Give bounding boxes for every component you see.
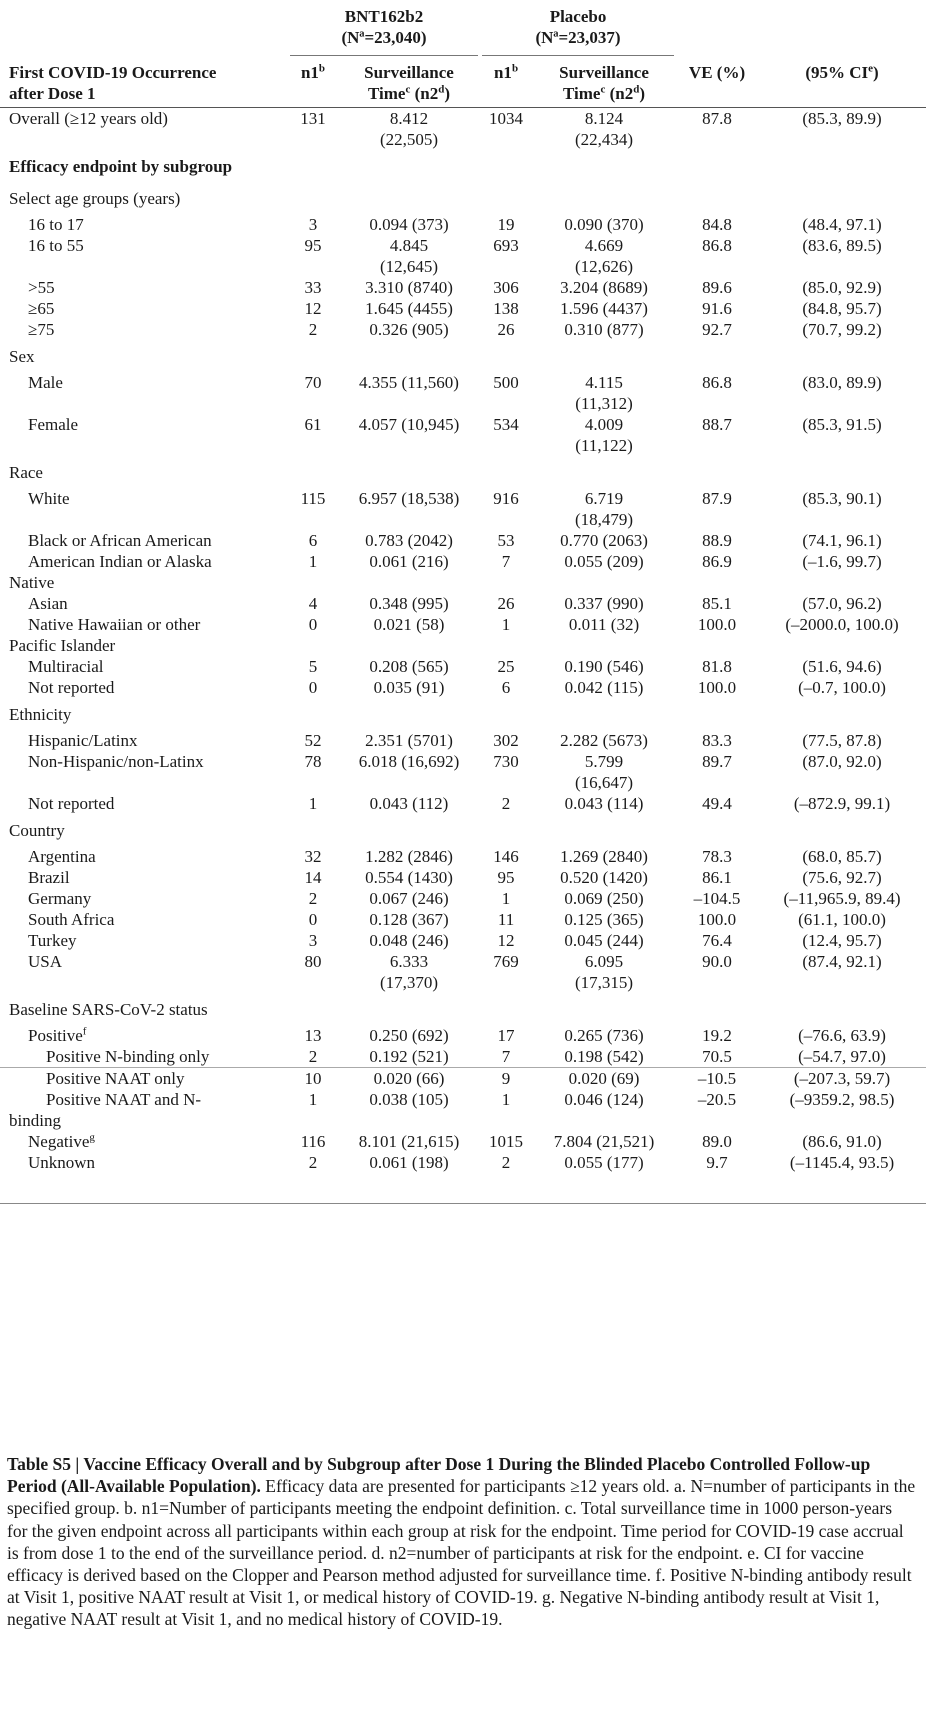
row-label: Argentina — [28, 847, 96, 866]
cell-ci: (57.0, 96.2) — [802, 594, 882, 613]
cell-surveillance-bnt: 0.094 (373) — [369, 215, 449, 234]
cell-ci: (–9359.2, 98.5) — [789, 1090, 895, 1109]
cell-n1-placebo: 95 — [497, 868, 515, 887]
cell-surveillance-placebo: 0.520 (1420) — [560, 868, 648, 887]
row-label: USA — [28, 952, 63, 971]
cell-ci: (77.5, 87.8) — [802, 731, 882, 750]
caption-body: Efficacy data are presented for participants ≥12 years old. a. N=number of participants in the specified group. b. n1=Number of participants meeting the endpoint definition. c. Total surveillance time in 1000 person-years for the given endpoint across all participants within each group at risk for the endpoint. Time period for COVID-19 case accrual is from dose 1 to the end of the surveillance period. d. n2=number of participants at risk for the endpoint. e. CI for vaccine efficacy is derived based on the Clopper and Pearson method adjusted for surveillance time. f. Positive N-binding antibody result at Visit 1, positive NAAT result at Visit 1, or medical history of COVID-19. g. Negative N-binding antibody result at Visit 1, negative NAAT result at Visit 1, and no medical history of COVID-19. — [7, 1476, 916, 1630]
row-label: Non-Hispanic/non-Latinx — [28, 752, 204, 771]
cell-surveillance-bnt: 0.783 (2042) — [365, 531, 453, 550]
cell-surveillance-placebo: 0.055 (177) — [564, 1153, 644, 1172]
cell-ve: 90.0 — [702, 952, 732, 971]
cell-surveillance-placebo: 0.090 (370) — [564, 215, 644, 234]
row-label: White — [28, 489, 70, 508]
cell-n1-placebo: 1 — [501, 889, 511, 908]
section-heading — [0, 340, 926, 372]
cell-surveillance-placebo: 7.804 (21,521) — [553, 1132, 655, 1151]
section-label: Country — [9, 821, 65, 840]
cell-ve: 87.8 — [702, 109, 732, 128]
row-label: Native Hawaiian or other Pacific Islander — [9, 615, 201, 655]
table-row — [0, 551, 926, 593]
cell-n1-bnt: 70 — [304, 373, 322, 392]
row-label: Turkey — [28, 931, 77, 950]
section-label: Ethnicity — [9, 705, 72, 724]
group-bnt162b2-header: BNT162b2 (Nª=23,040) — [288, 6, 480, 56]
table-row — [0, 530, 926, 551]
row-label: Positive NAAT only — [0, 1068, 288, 1090]
table-row — [0, 730, 926, 751]
cell-surveillance-placebo: 4.009 (11,122) — [575, 415, 633, 455]
cell-n1-placebo: 769 — [493, 952, 519, 971]
efficacy-table — [0, 6, 926, 1204]
table-row — [0, 1068, 926, 1090]
row-label: Unknown — [28, 1153, 96, 1172]
cell-surveillance-placebo: 0.046 (124) — [564, 1090, 644, 1109]
cell-ci: (48.4, 97.1) — [802, 215, 882, 234]
cell-n1-placebo: 500 — [493, 373, 519, 392]
cell-ci: (–11,965.9, 89.4) — [783, 889, 901, 908]
row-label: Negative$^g$ — [28, 1131, 95, 1151]
cell-ci: (85.0, 92.9) — [802, 278, 882, 297]
group-placebo-header: Placebo (Nª=23,037) — [480, 6, 676, 56]
cell-surveillance-bnt: 0.061 (216) — [369, 552, 449, 571]
cell-n1-bnt: 10 — [288, 1068, 338, 1090]
cell-n1-bnt: 3 — [308, 215, 318, 234]
cell-n1-placebo: 1015 — [489, 1132, 524, 1151]
cell-n1-bnt: 2 — [308, 889, 318, 908]
cell-n1-placebo: 6 — [501, 678, 511, 697]
cell-n1-bnt: 3 — [308, 931, 318, 950]
row-label: Overall (≥12 years old) — [9, 109, 168, 128]
cell-surveillance-bnt: 6.957 (18,538) — [358, 489, 460, 508]
cell-n1-bnt: 0 — [308, 910, 318, 929]
cell-n1-placebo: 25 — [497, 657, 515, 676]
cell-ci: (84.8, 95.7) — [802, 299, 882, 318]
col-header-occurrence: First COVID-19 Occurrence after Dose 1 — [0, 56, 288, 108]
cell-ve: 86.8 — [702, 236, 732, 255]
cell-surveillance-bnt: 4.355 (11,560) — [359, 373, 459, 392]
cell-ci: (–76.6, 63.9) — [798, 1026, 886, 1045]
cell-ci: (87.0, 92.0) — [802, 752, 882, 771]
table-row — [0, 214, 926, 235]
cell-surveillance-placebo: 0.011 (32) — [568, 615, 640, 634]
cell-surveillance-placebo: 1.596 (4437) — [560, 299, 648, 318]
table-row — [0, 793, 926, 814]
row-label: Positive N-binding only — [46, 1047, 210, 1066]
cell-n1-placebo: 730 — [493, 752, 519, 771]
cell-surveillance-bnt: 0.038 (105) — [369, 1090, 449, 1109]
cell-ci: (85.3, 91.5) — [802, 415, 882, 434]
cell-surveillance-bnt: 2.351 (5701) — [365, 731, 453, 750]
cell-ci: (–54.7, 97.0) — [798, 1047, 886, 1066]
table-bottom-rule — [0, 1173, 926, 1204]
table-row — [0, 930, 926, 951]
cell-n1-bnt: 52 — [304, 731, 322, 750]
cell-surveillance-bnt: 0.128 (367) — [369, 910, 449, 929]
cell-ve: 86.9 — [702, 552, 732, 571]
table-row — [0, 319, 926, 340]
table-row — [0, 951, 926, 993]
cell-surveillance-placebo: 0.190 (546) — [564, 657, 644, 676]
cell-n1-placebo: 1034 — [489, 109, 524, 128]
caption-title: Table S5 | Vaccine Efficacy Overall and by Subgroup after Dose 1 During the Blinded Placebo Controlled Follow-up Period (All-Available Population). — [7, 1454, 871, 1497]
row-label: ≥75 — [28, 320, 55, 339]
row-label: 16 to 55 — [28, 236, 84, 255]
cell-n1-placebo: 19 — [497, 215, 515, 234]
cell-n1-bnt: 13 — [304, 1026, 322, 1045]
cell-ve: 91.6 — [702, 299, 732, 318]
cell-ve: 88.9 — [702, 531, 732, 550]
table-row — [0, 888, 926, 909]
cell-n1-bnt: 0 — [308, 615, 318, 634]
cell-surveillance-placebo: 0.055 (209) — [564, 552, 644, 571]
cell-surveillance-bnt: 0.067 (246) — [369, 889, 449, 908]
cell-ci: (12.4, 95.7) — [802, 931, 882, 950]
cell-ve: 89.6 — [702, 278, 732, 297]
cell-surveillance-bnt: 0.035 (91) — [373, 678, 445, 697]
cell-n1-placebo: 2 — [501, 794, 511, 813]
cell-n1-bnt: 6 — [308, 531, 318, 550]
cell-surveillance-bnt: 0.348 (995) — [369, 594, 449, 613]
cell-surveillance-placebo: 0.125 (365) — [564, 910, 644, 929]
section-label: Sex — [9, 347, 35, 366]
cell-surveillance-placebo: 5.799 (16,647) — [574, 752, 634, 792]
cell-ve: 92.7 — [702, 320, 732, 339]
cell-ve: 84.8 — [702, 215, 732, 234]
cell-n1-bnt: 2 — [308, 320, 318, 339]
table-row — [0, 488, 926, 530]
cell-n1-placebo: 26 — [497, 320, 515, 339]
cell-n1-placebo: 138 — [493, 299, 519, 318]
cell-surveillance-bnt: 0.326 (905) — [369, 320, 449, 339]
column-header-row — [0, 56, 926, 108]
cell-ve: 9.7 — [706, 1153, 728, 1172]
cell-surveillance-bnt: 0.020 (66) — [338, 1068, 480, 1090]
cell-n1-bnt: 1 — [308, 794, 318, 813]
cell-surveillance-bnt: 1.645 (4455) — [365, 299, 453, 318]
cell-ci: (85.3, 90.1) — [802, 489, 882, 508]
cell-ci: (85.3, 89.9) — [802, 109, 882, 128]
cell-ci: (–0.7, 100.0) — [798, 678, 886, 697]
cell-ve: 81.8 — [702, 657, 732, 676]
cell-ve: 19.2 — [702, 1026, 732, 1045]
col-header-surveillance-placebo: Surveillance Time$^c$ (n2$^d$) — [532, 56, 676, 108]
row-label: Black or African American — [28, 531, 212, 550]
cell-n1-placebo: 7 — [501, 552, 511, 571]
cell-ci: (86.6, 91.0) — [802, 1132, 882, 1151]
cell-ve: 70.5 — [702, 1047, 732, 1066]
cell-n1-placebo: 1 — [501, 615, 511, 634]
row-label: 16 to 17 — [28, 215, 84, 234]
cell-surveillance-bnt: 6.018 (16,692) — [358, 752, 460, 771]
table-row — [0, 277, 926, 298]
row-label: South Africa — [28, 910, 115, 929]
cell-surveillance-placebo: 0.198 (542) — [564, 1047, 644, 1066]
table-row — [0, 1152, 926, 1173]
cell-ci: (68.0, 85.7) — [802, 847, 882, 866]
cell-surveillance-bnt: 0.048 (246) — [369, 931, 449, 950]
cell-surveillance-bnt: 0.061 (198) — [369, 1153, 449, 1172]
table-row — [0, 1089, 926, 1131]
cell-surveillance-placebo: 0.310 (877) — [564, 320, 644, 339]
table-body — [0, 108, 926, 1204]
table-row — [0, 1131, 926, 1152]
cell-surveillance-placebo: 3.204 (8689) — [560, 278, 648, 297]
cell-n1-placebo: 1 — [501, 1090, 511, 1109]
table-row — [0, 846, 926, 867]
cell-n1-placebo: 53 — [497, 531, 515, 550]
section-heading — [0, 814, 926, 846]
cell-ci: (51.6, 94.6) — [802, 657, 882, 676]
cell-surveillance-bnt: 0.250 (692) — [369, 1026, 449, 1045]
cell-n1-bnt: 1 — [308, 552, 318, 571]
cell-ci: (–1145.4, 93.5) — [789, 1153, 895, 1172]
cell-surveillance-placebo: 0.045 (244) — [564, 931, 644, 950]
cell-n1-placebo: 12 — [497, 931, 515, 950]
section-heading — [0, 993, 926, 1025]
cell-n1-placebo: 26 — [497, 594, 515, 613]
col-header-n1-bnt: n1$^b$ — [288, 56, 338, 108]
cell-n1-placebo: 17 — [497, 1026, 515, 1045]
col-header-ve: VE (%) — [676, 56, 758, 108]
row-label: Brazil — [28, 868, 70, 887]
group-header-row — [0, 6, 926, 56]
cell-ci: (–872.9, 99.1) — [793, 794, 891, 813]
row-label: >55 — [28, 278, 55, 297]
cell-surveillance-bnt: 3.310 (8740) — [365, 278, 453, 297]
cell-n1-bnt: 12 — [304, 299, 322, 318]
cell-ve: 100.0 — [697, 910, 737, 929]
cell-surveillance-bnt: 8.412 (22,505) — [379, 109, 439, 149]
cell-n1-bnt: 61 — [304, 415, 322, 434]
cell-ci: (87.4, 92.1) — [802, 952, 882, 971]
cell-ve: 87.9 — [702, 489, 732, 508]
cell-n1-placebo: 534 — [493, 415, 519, 434]
cell-n1-placebo: 146 — [493, 847, 519, 866]
cell-n1-bnt: 4 — [308, 594, 318, 613]
cell-surveillance-placebo: 6.719 (18,479) — [574, 489, 634, 529]
cell-ve: 86.1 — [702, 868, 732, 887]
cell-surveillance-placebo: 6.095 (17,315) — [574, 952, 634, 992]
cell-surveillance-bnt: 4.057 (10,945) — [358, 415, 460, 434]
section-label: Baseline SARS-CoV-2 status — [9, 1000, 208, 1019]
table-row — [0, 867, 926, 888]
cell-surveillance-placebo: 0.043 (114) — [564, 794, 644, 813]
cell-n1-bnt: 5 — [308, 657, 318, 676]
cell-ve: 89.0 — [702, 1132, 732, 1151]
table-row — [0, 1025, 926, 1046]
row-label: Positive NAAT and N- binding — [9, 1090, 202, 1130]
cell-ci: (83.6, 89.5) — [802, 236, 882, 255]
cell-n1-bnt: 116 — [300, 1132, 326, 1151]
cell-n1-bnt: 14 — [304, 868, 322, 887]
cell-ve: 49.4 — [702, 794, 732, 813]
col-header-surveillance-bnt: Surveillance Time$^c$ (n2$^d$) — [338, 56, 480, 108]
cell-n1-bnt: 1 — [308, 1090, 318, 1109]
cell-n1-placebo: 693 — [493, 236, 519, 255]
table-row — [0, 235, 926, 277]
cell-n1-placebo: 9 — [480, 1068, 532, 1090]
section-heading — [0, 182, 926, 214]
table-caption — [7, 1453, 916, 1631]
cell-n1-bnt: 2 — [308, 1153, 318, 1172]
cell-n1-placebo: 306 — [493, 278, 519, 297]
row-label: American Indian or Alaska Native — [9, 552, 212, 592]
cell-surveillance-placebo: 0.069 (250) — [564, 889, 644, 908]
cell-ci: (–1.6, 99.7) — [802, 552, 882, 571]
cell-n1-bnt: 131 — [300, 109, 326, 128]
cell-ve: 100.0 — [697, 678, 737, 697]
cell-surveillance-placebo: 0.337 (990) — [564, 594, 644, 613]
cell-n1-placebo: 2 — [501, 1153, 511, 1172]
table-row — [0, 677, 926, 698]
section-heading — [0, 456, 926, 488]
cell-ci: (61.1, 100.0) — [798, 910, 886, 929]
cell-surveillance-placebo: 2.282 (5673) — [560, 731, 648, 750]
cell-ci: (75.6, 92.7) — [802, 868, 882, 887]
table-row — [0, 909, 926, 930]
cell-n1-bnt: 33 — [304, 278, 322, 297]
cell-ve: –104.5 — [693, 889, 741, 908]
cell-n1-bnt: 78 — [304, 752, 322, 771]
cell-surveillance-placebo: 0.042 (115) — [564, 678, 644, 697]
row-label: Not reported — [28, 794, 115, 813]
cell-surveillance-bnt: 6.333 (17,370) — [379, 952, 439, 992]
section-label: Efficacy endpoint by subgroup — [9, 157, 233, 176]
cell-surveillance-bnt: 0.208 (565) — [369, 657, 449, 676]
table-row — [0, 372, 926, 414]
col-header-ci: (95% CIe) — [758, 56, 926, 108]
cell-ve: 100.0 — [697, 615, 737, 634]
cell-n1-placebo: 916 — [493, 489, 519, 508]
cell-surveillance-bnt: 0.192 (521) — [369, 1047, 449, 1066]
cell-ve: 78.3 — [702, 847, 732, 866]
cell-ci: (83.0, 89.9) — [802, 373, 882, 392]
section-label: Race — [9, 463, 43, 482]
table-row — [0, 614, 926, 656]
cell-surveillance-placebo: 1.269 (2840) — [560, 847, 648, 866]
cell-n1-bnt: 80 — [304, 952, 322, 971]
cell-n1-bnt: 95 — [304, 236, 322, 255]
cell-surveillance-bnt: 4.845 (12,645) — [379, 236, 439, 276]
cell-ci: (–2000.0, 100.0) — [785, 615, 899, 634]
cell-surveillance-placebo: 0.265 (736) — [564, 1026, 644, 1045]
row-label: Positive$^f$ — [28, 1025, 87, 1045]
subgroup-heading — [0, 150, 926, 182]
cell-surveillance-bnt: 1.282 (2846) — [365, 847, 453, 866]
row-label: Multiracial — [28, 657, 104, 676]
cell-surveillance-placebo: 0.020 (69) — [532, 1068, 676, 1090]
cell-n1-bnt: 115 — [300, 489, 326, 508]
cell-surveillance-placebo: 0.770 (2063) — [560, 531, 648, 550]
table-row — [0, 751, 926, 793]
cell-ve: 86.8 — [702, 373, 732, 392]
table-row — [0, 298, 926, 319]
col-header-n1-placebo: n1$^b$ — [480, 56, 532, 108]
cell-ci: (74.1, 96.1) — [802, 531, 882, 550]
cell-ve: –20.5 — [697, 1090, 737, 1109]
row-label: Hispanic/Latinx — [28, 731, 138, 750]
row-label: Asian — [28, 594, 68, 613]
cell-surveillance-placebo: 4.669 (12,626) — [574, 236, 634, 276]
row-label: ≥65 — [28, 299, 55, 318]
table-row — [0, 414, 926, 456]
section-heading — [0, 698, 926, 730]
table-row — [0, 656, 926, 677]
cell-surveillance-placebo: 4.115 (11,312) — [575, 373, 633, 413]
cell-n1-bnt: 2 — [308, 1047, 318, 1066]
cell-ve: 83.3 — [702, 731, 732, 750]
cell-n1-bnt: 0 — [308, 678, 318, 697]
table-row — [0, 1046, 926, 1068]
cell-ci: (70.7, 99.2) — [802, 320, 882, 339]
cell-ve: –10.5 — [676, 1068, 758, 1090]
cell-surveillance-bnt: 8.101 (21,615) — [358, 1132, 460, 1151]
section-label: Select age groups (years) — [9, 189, 181, 208]
cell-n1-placebo: 11 — [497, 910, 515, 929]
cell-ve: 76.4 — [702, 931, 732, 950]
cell-ve: 89.7 — [702, 752, 732, 771]
cell-ci: (–207.3, 59.7) — [758, 1068, 926, 1090]
row-label: Male — [28, 373, 63, 392]
row-label: Germany — [28, 889, 92, 908]
table-row — [0, 593, 926, 614]
row-label: Female — [28, 415, 79, 434]
cell-n1-placebo: 302 — [493, 731, 519, 750]
cell-n1-bnt: 32 — [304, 847, 322, 866]
cell-ve: 88.7 — [702, 415, 732, 434]
cell-surveillance-bnt: 0.554 (1430) — [365, 868, 453, 887]
table-row — [0, 108, 926, 151]
cell-n1-placebo: 7 — [501, 1047, 511, 1066]
row-label: Not reported — [28, 678, 115, 697]
cell-surveillance-bnt: 0.043 (112) — [369, 794, 449, 813]
cell-surveillance-placebo: 8.124 (22,434) — [574, 109, 634, 149]
cell-ve: 85.1 — [702, 594, 732, 613]
cell-surveillance-bnt: 0.021 (58) — [373, 615, 445, 634]
